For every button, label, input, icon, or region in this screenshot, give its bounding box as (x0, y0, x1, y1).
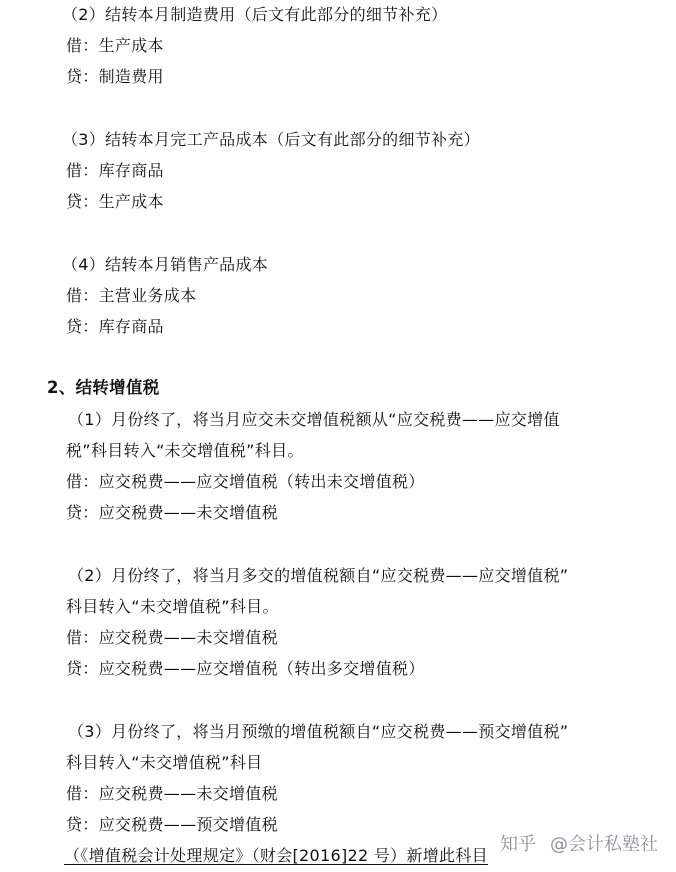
finished-goods-credit: 贷：生产成本 (66, 192, 164, 211)
vat-item2-line2: 科目转入“未交增值税”科目。 (66, 597, 279, 616)
watermark-source: 知乎 (500, 834, 536, 855)
vat-item2-debit: 借：应交税费——未交增值税 (66, 628, 278, 647)
vat-item3-line2: 科目转入“未交增值税”科目 (66, 753, 263, 772)
manufacturing-transfer-credit: 贷：制造费用 (66, 67, 164, 86)
vat-item2-line1: （2）月份终了，将当月多交的增值税额自“应交税费——应交增值税” (68, 566, 569, 585)
vat-item3-credit: 贷：应交税费——预交增值税 (66, 815, 278, 834)
vat-item1-debit: 借：应交税费——应交增值税（转出未交增值税） (66, 472, 425, 491)
vat-item2-credit: 贷：应交税费——应交增值税（转出多交增值税） (66, 659, 425, 678)
vat-item1-credit: 贷：应交税费——未交增值税 (66, 503, 278, 522)
finished-goods-heading: （3）结转本月完工产品成本（后文有此部分的细节补充） (62, 130, 480, 149)
vat-section-title: 2、结转增值税 (47, 378, 160, 397)
finished-goods-debit: 借：库存商品 (66, 161, 164, 180)
cost-of-sales-debit: 借：主营业务成本 (66, 286, 197, 305)
manufacturing-transfer-debit: 借：生产成本 (66, 36, 164, 55)
cost-of-sales-credit: 贷：库存商品 (66, 317, 164, 336)
vat-item3-debit: 借：应交税费——未交增值税 (66, 784, 278, 803)
zhihu-watermark (500, 834, 658, 856)
vat-item1-line2: 税”科目转入“未交增值税”科目。 (66, 441, 304, 460)
vat-item3-line1: （3）月份终了，将当月预缴的增值税额自“应交税费——预交增值税” (68, 722, 569, 741)
watermark-author: @会计私塾社 (550, 834, 658, 855)
manufacturing-transfer-heading: （2）结转本月制造费用（后文有此部分的细节补充） (62, 5, 448, 24)
cost-of-sales-heading: （4）结转本月销售产品成本 (62, 255, 269, 274)
vat-item1-line1: （1）月份终了，将当月应交未交增值税额从“应交税费——应交增值 (68, 410, 560, 429)
vat-item3-note: （《增值税会计处理规定》（财会[2016]22 号）新增此科目 (64, 846, 488, 865)
